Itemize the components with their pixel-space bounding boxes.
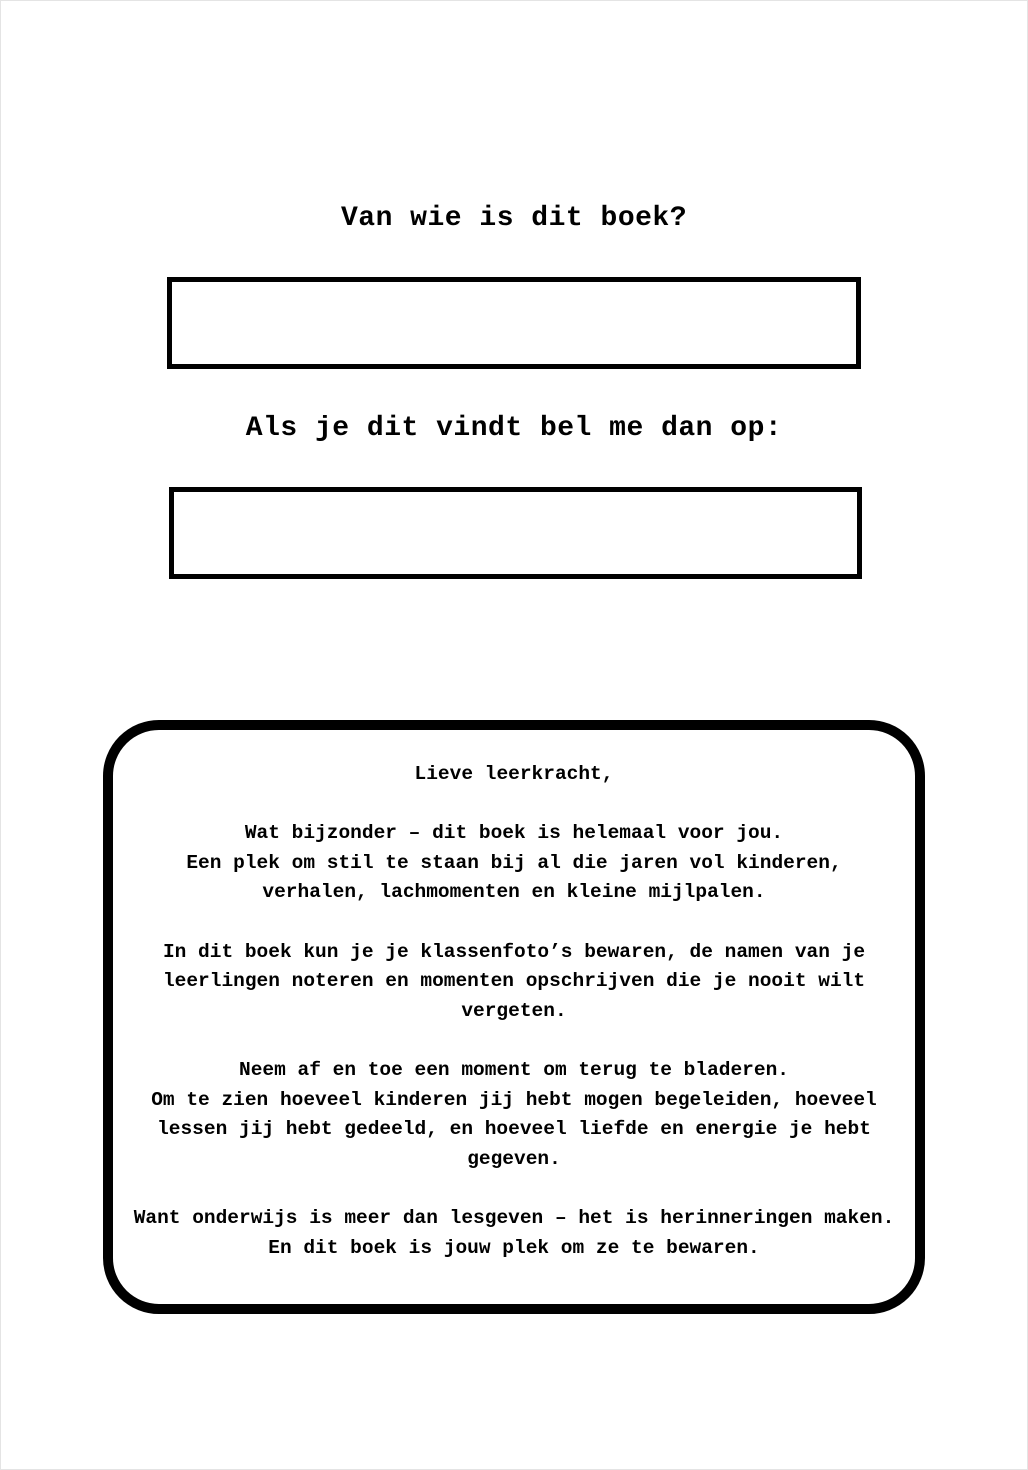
letter-paragraph: In dit boek kun je je klassenfoto’s bewaren, de namen van je leerlingen noteren en momenten opschrijven die je nooit wilt vergeten.: [162, 940, 866, 1022]
letter-paragraph: Neem af en toe een moment om terug te bladeren. Om te zien hoeveel kinderen jij hebt mogen begeleiden, hoeveel lessen jij hebt gedeeld, en hoeveel liefde en energie je hebt gegeven.: [151, 1058, 877, 1170]
owner-heading: Van wie is dit boek?: [340, 203, 688, 234]
letter-closing: Want onderwijs is meer dan lesgeven – het is herinneringen maken. En dit boek is jouw plek om ze te bewaren.: [133, 1206, 895, 1259]
owner-name-field[interactable]: [167, 277, 861, 369]
letter-card: [103, 720, 925, 1314]
phone-number-field[interactable]: [169, 487, 862, 579]
letter-paragraph: Wat bijzonder – dit boek is helemaal voor jou. Een plek om stil te staan bij al die jaren vol kinderen, verhalen, lachmomenten en kleine mijlpalen.: [186, 822, 842, 904]
letter-body: [133, 760, 895, 1263]
letter-greeting: Lieve leerkracht,: [414, 763, 614, 785]
phone-heading: Als je dit vindt bel me dan op:: [245, 413, 783, 444]
